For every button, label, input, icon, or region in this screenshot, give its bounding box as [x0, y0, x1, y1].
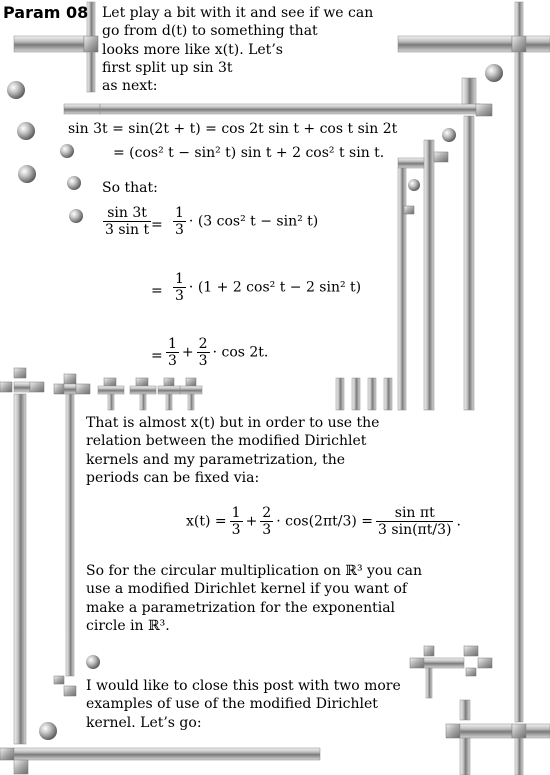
metal-bar [398, 168, 406, 410]
metal-tile [54, 384, 64, 394]
frac-num: 2 [198, 336, 208, 352]
ratio-numerator: sin 3t [103, 205, 151, 222]
step2-expression [170, 271, 361, 304]
metal-bar [66, 394, 74, 676]
metal-bar [14, 748, 320, 760]
metal-ball [86, 655, 100, 669]
metal-ball [408, 179, 420, 191]
metal-tile [512, 36, 526, 52]
step3-rest: · cos 2t. [212, 344, 269, 361]
metal-bar [424, 658, 464, 668]
xt-denominator: 3 sin(πt/3) [378, 522, 452, 538]
equals-sign: = [151, 283, 163, 299]
xt-numerator: sin πt [376, 505, 453, 522]
metal-tile [64, 374, 76, 384]
metal-bar [64, 104, 100, 114]
frac-den: 3 [168, 353, 177, 369]
metal-bar [14, 382, 30, 392]
metal-tile [478, 658, 492, 668]
text-line: kernel. Let’s go: [86, 714, 202, 731]
frac-num: 1 [175, 271, 184, 287]
frac-den: 3 [198, 353, 208, 369]
so-that-label: So that: [102, 180, 158, 196]
metal-tile [404, 206, 414, 214]
metal-bar [515, 2, 523, 36]
paragraph-circular [86, 562, 422, 635]
metal-ball [39, 722, 57, 740]
step1-expression [170, 205, 318, 238]
metal-bar [64, 384, 76, 394]
metal-bar [368, 378, 376, 410]
text-line: I would like to close this post with two more [86, 678, 401, 694]
text-line: use a modified Dirichlet kernel if you want of [86, 581, 408, 598]
metal-bar [336, 378, 344, 410]
metal-tile [512, 724, 526, 738]
text-line: That is almost x(t) but in order to use the [86, 415, 380, 431]
equals-sign: = [151, 348, 163, 364]
metal-tile [0, 382, 12, 392]
metal-tile [30, 382, 44, 392]
metal-bar [87, 52, 95, 92]
text-line: circle in ℝ³. [86, 617, 170, 634]
metal-ball [60, 144, 74, 158]
metal-tile [464, 646, 478, 656]
metal-tile [54, 676, 64, 684]
metal-ball [67, 176, 81, 190]
metal-bar [398, 36, 512, 52]
page-title: Param 08 [3, 3, 89, 22]
metal-tile [434, 152, 448, 162]
text-line: Let play a bit with it and see if we can [102, 5, 374, 21]
step2-rest: · (1 + 2 cos² t − 2 sin² t) [188, 279, 362, 296]
equation-expansion-line1: sin 3t = sin(2t + t) = cos 2t sin t + cos t sin 2t [68, 121, 398, 137]
step1-rest: · (3 cos² t − sin² t) [188, 213, 319, 230]
metal-tile [76, 384, 90, 394]
frac-den: 3 [175, 222, 184, 238]
metal-ball [17, 122, 35, 140]
xt-equation: x(t) = $\frac{1}{3}$ + $\frac{2}{3}$ · cos(2πt/3) = $\frac{\text{sin πt}}{3 \sin(\pi t/3)}$ . [186, 505, 461, 538]
metal-bar [384, 378, 392, 410]
text-line: make a parametrization for the exponential [86, 599, 396, 616]
intro-paragraph [102, 4, 373, 95]
metal-bar [526, 724, 550, 738]
frac-den: 3 [262, 522, 272, 538]
metal-bar [100, 104, 480, 114]
metal-tile [476, 104, 492, 116]
metal-tile [466, 668, 476, 676]
metal-tile [84, 36, 98, 52]
metal-bar [108, 394, 114, 410]
text-line: go from d(t) to something that [102, 23, 318, 40]
metal-bar [180, 386, 202, 394]
metal-tile [14, 760, 28, 774]
metal-bar [426, 668, 432, 698]
frac-den: 3 [231, 522, 241, 538]
metal-ball [69, 209, 83, 223]
frac-num: 1 [175, 205, 184, 221]
metal-bar [14, 36, 84, 52]
text-line: examples of use of the modified Dirichlet [86, 696, 378, 713]
text-line: So for the circular multiplication on ℝ³ you can [86, 563, 423, 579]
metal-bar [460, 724, 512, 738]
equals-sign: = [151, 217, 163, 233]
metal-ball [18, 165, 36, 183]
paragraph-periods [86, 414, 379, 487]
text-line: looks more like x(t). Let’s [102, 41, 283, 58]
metal-bar [188, 394, 194, 410]
metal-tile [136, 378, 148, 386]
text-line: as next: [102, 78, 158, 95]
metal-bar [14, 394, 26, 744]
metal-bar [130, 386, 156, 394]
metal-bar [166, 394, 172, 410]
frac-num: 1 [168, 336, 177, 352]
metal-bar [158, 386, 180, 394]
frac-num: 2 [262, 505, 272, 521]
metal-ball [7, 81, 25, 99]
text-line: kernels and my parametrization, the [86, 451, 346, 468]
metal-bar [398, 158, 424, 168]
metal-tile [0, 748, 14, 760]
text-line: periods can be fixed via: [86, 469, 260, 486]
metal-bar [462, 78, 476, 104]
metal-tile [410, 658, 424, 668]
metal-bar [460, 738, 470, 775]
metal-tile [446, 724, 460, 738]
ratio-fraction [100, 205, 154, 238]
metal-tile [104, 378, 116, 386]
metal-tile [14, 368, 26, 378]
metal-bar [464, 116, 474, 410]
metal-tile [164, 378, 174, 386]
metal-tile [424, 646, 434, 656]
xt-mid: · cos(2πt/3) = [276, 513, 374, 530]
metal-bar [526, 36, 550, 52]
xt-end: . [456, 513, 461, 530]
paragraph-closing [86, 677, 401, 732]
step3-expression: $\frac{1}{3}$ + $\frac{2}{3}$ · cos 2t. [168, 336, 269, 369]
text-line: relation between the modified Dirichlet [86, 433, 367, 450]
ratio-denominator: 3 sin t [105, 222, 150, 238]
metal-bar [98, 386, 124, 394]
metal-bar [460, 700, 470, 720]
metal-bar [515, 52, 523, 722]
metal-bar [515, 738, 523, 775]
metal-ball [442, 128, 456, 142]
text-line: first split up sin 3t [102, 59, 233, 76]
xt-lhs: x(t) = [186, 513, 227, 530]
metal-ball [485, 64, 503, 82]
metal-bar [424, 140, 434, 410]
frac-den: 3 [175, 288, 184, 304]
metal-tile [64, 686, 76, 696]
frac-num: 1 [231, 505, 241, 521]
equation-expansion-line2: = (cos² t − sin² t) sin t + 2 cos² t sin t. [113, 145, 385, 161]
metal-bar [352, 378, 360, 410]
metal-tile [186, 378, 196, 386]
metal-bar [140, 394, 146, 410]
